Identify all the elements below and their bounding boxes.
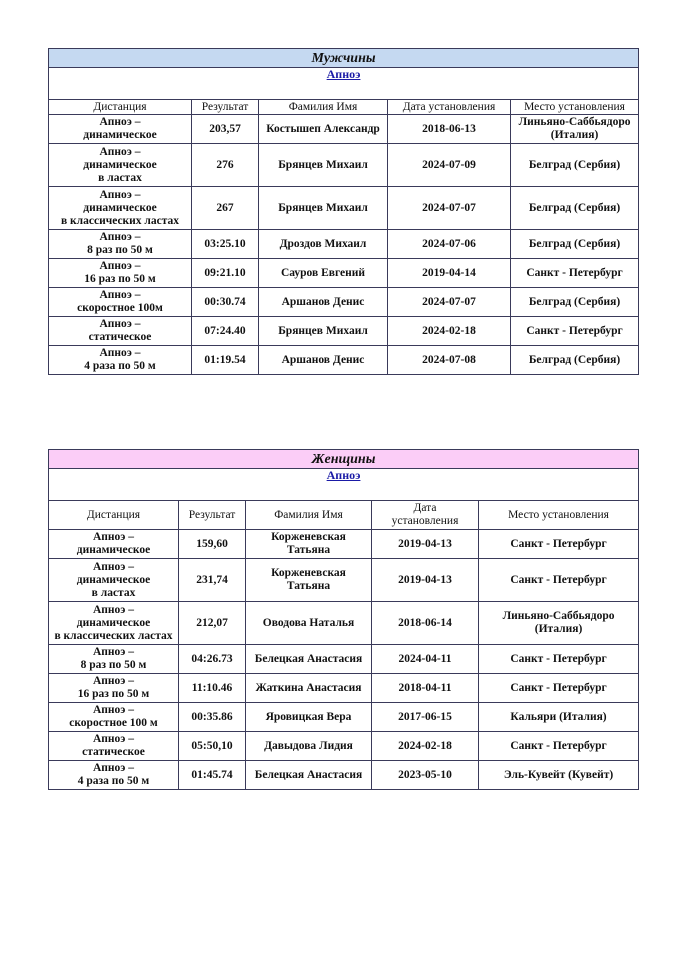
cell-name: Аршанов Денис — [259, 346, 388, 375]
cell-distance: Апноэ – динамическое в классических ластах — [49, 187, 192, 230]
cell-distance: Апноэ – 4 раза по 50 м — [49, 346, 192, 375]
cell-name: Белецкая Анастасия — [246, 761, 372, 790]
col-place: Место установления — [511, 100, 639, 115]
table-row — [49, 559, 639, 602]
cell-name: Брянцев Михаил — [259, 317, 388, 346]
cell-name: Брянцев Михаил — [259, 144, 388, 187]
cell-place: Белград (Сербия) — [511, 187, 639, 230]
cell-date: 2024-02-18 — [372, 732, 479, 761]
col-date: Дата установления — [388, 100, 511, 115]
cell-distance: Апноэ – 4 раза по 50 м — [49, 761, 179, 790]
women-records-table — [48, 449, 639, 790]
cell-name: Костышеп Александр — [259, 115, 388, 144]
cell-distance: Апноэ – 8 раз по 50 м — [49, 230, 192, 259]
col-distance: Дистанция — [49, 100, 192, 115]
cell-distance: Апноэ – скоростное 100м — [49, 288, 192, 317]
table-row — [49, 259, 639, 288]
cell-name: Яровицкая Вера — [246, 703, 372, 732]
col-place: Место установления — [479, 501, 639, 530]
cell-result: 00:30.74 — [192, 288, 259, 317]
cell-name: Жаткина Анастасия — [246, 674, 372, 703]
col-result: Результат — [192, 100, 259, 115]
table-row — [49, 346, 639, 375]
table-row — [49, 230, 639, 259]
table-row — [49, 317, 639, 346]
cell-date: 2023-05-10 — [372, 761, 479, 790]
cell-result: 231,74 — [179, 559, 246, 602]
cell-result: 212,07 — [179, 602, 246, 645]
col-date: Дата установления — [372, 501, 479, 530]
women-apnea-link[interactable]: Апноэ — [326, 468, 361, 482]
men-apnea-link[interactable]: Апноэ — [326, 67, 361, 81]
table-row — [49, 645, 639, 674]
cell-date: 2024-07-07 — [388, 288, 511, 317]
cell-place: Линьяно-Саббьядоро (Италия) — [511, 115, 639, 144]
cell-place: Санкт - Петербург — [479, 732, 639, 761]
cell-distance: Апноэ – динамическое в ластах — [49, 144, 192, 187]
col-name: Фамилия Имя — [259, 100, 388, 115]
cell-distance: Апноэ – статическое — [49, 317, 192, 346]
cell-distance: Апноэ – динамическое — [49, 115, 192, 144]
table-row — [49, 703, 639, 732]
cell-name: Корженевская Татьяна — [246, 559, 372, 602]
table-row — [49, 530, 639, 559]
cell-result: 159,60 — [179, 530, 246, 559]
men-header-row — [49, 100, 639, 115]
cell-distance: Апноэ – 16 раз по 50 м — [49, 259, 192, 288]
cell-name: Дроздов Михаил — [259, 230, 388, 259]
cell-name: Сауров Евгений — [259, 259, 388, 288]
table-row — [49, 115, 639, 144]
cell-date: 2019-04-13 — [372, 530, 479, 559]
cell-place: Белград (Сербия) — [511, 230, 639, 259]
cell-name: Брянцев Михаил — [259, 187, 388, 230]
cell-result: 01:45.74 — [179, 761, 246, 790]
women-header-row — [49, 501, 639, 530]
cell-result: 04:26.73 — [179, 645, 246, 674]
col-distance: Дистанция — [49, 501, 179, 530]
women-title: Женщины — [49, 450, 639, 469]
cell-date: 2019-04-14 — [388, 259, 511, 288]
cell-date: 2018-06-13 — [388, 115, 511, 144]
cell-distance: Апноэ – 8 раз по 50 м — [49, 645, 179, 674]
cell-place: Санкт - Петербург — [479, 645, 639, 674]
cell-name: Аршанов Денис — [259, 288, 388, 317]
table-row — [49, 288, 639, 317]
cell-result: 01:19.54 — [192, 346, 259, 375]
cell-place: Эль-Кувейт (Кувейт) — [479, 761, 639, 790]
col-name: Фамилия Имя — [246, 501, 372, 530]
cell-result: 05:50,10 — [179, 732, 246, 761]
table-row — [49, 761, 639, 790]
cell-date: 2018-04-11 — [372, 674, 479, 703]
cell-place: Санкт - Петербург — [511, 317, 639, 346]
cell-name: Давыдова Лидия — [246, 732, 372, 761]
cell-date: 2019-04-13 — [372, 559, 479, 602]
cell-date: 2024-07-07 — [388, 187, 511, 230]
cell-date: 2024-07-08 — [388, 346, 511, 375]
table-row — [49, 602, 639, 645]
cell-result: 07:24.40 — [192, 317, 259, 346]
cell-date: 2024-07-06 — [388, 230, 511, 259]
cell-distance: Апноэ – скоростное 100 м — [49, 703, 179, 732]
cell-place: Белград (Сербия) — [511, 346, 639, 375]
cell-date: 2018-06-14 — [372, 602, 479, 645]
men-title: Мужчины — [49, 49, 639, 68]
col-result: Результат — [179, 501, 246, 530]
cell-date: 2024-07-09 — [388, 144, 511, 187]
cell-place: Санкт - Петербург — [479, 674, 639, 703]
cell-place: Линьяно-Саббьядоро (Италия) — [479, 602, 639, 645]
cell-place: Санкт - Петербург — [479, 559, 639, 602]
cell-distance: Апноэ – динамическое — [49, 530, 179, 559]
cell-result: 09:21.10 — [192, 259, 259, 288]
table-row — [49, 144, 639, 187]
cell-distance: Апноэ – динамическое в ластах — [49, 559, 179, 602]
cell-date: 2024-02-18 — [388, 317, 511, 346]
cell-place: Кальяри (Италия) — [479, 703, 639, 732]
cell-place: Белград (Сербия) — [511, 288, 639, 317]
table-row — [49, 732, 639, 761]
cell-place: Санкт - Петербург — [511, 259, 639, 288]
cell-distance: Апноэ – 16 раз по 50 м — [49, 674, 179, 703]
cell-name: Корженевская Татьяна — [246, 530, 372, 559]
cell-result: 11:10.46 — [179, 674, 246, 703]
cell-distance: Апноэ – статическое — [49, 732, 179, 761]
cell-place: Санкт - Петербург — [479, 530, 639, 559]
table-row — [49, 674, 639, 703]
cell-result: 276 — [192, 144, 259, 187]
cell-result: 267 — [192, 187, 259, 230]
cell-date: 2024-04-11 — [372, 645, 479, 674]
cell-date: 2017-06-15 — [372, 703, 479, 732]
cell-name: Белецкая Анастасия — [246, 645, 372, 674]
cell-distance: Апноэ – динамическое в классических ластах — [49, 602, 179, 645]
cell-result: 203,57 — [192, 115, 259, 144]
men-records-table — [48, 48, 639, 375]
cell-place: Белград (Сербия) — [511, 144, 639, 187]
table-row — [49, 187, 639, 230]
cell-result: 03:25.10 — [192, 230, 259, 259]
cell-result: 00:35.86 — [179, 703, 246, 732]
cell-name: Оводова Наталья — [246, 602, 372, 645]
